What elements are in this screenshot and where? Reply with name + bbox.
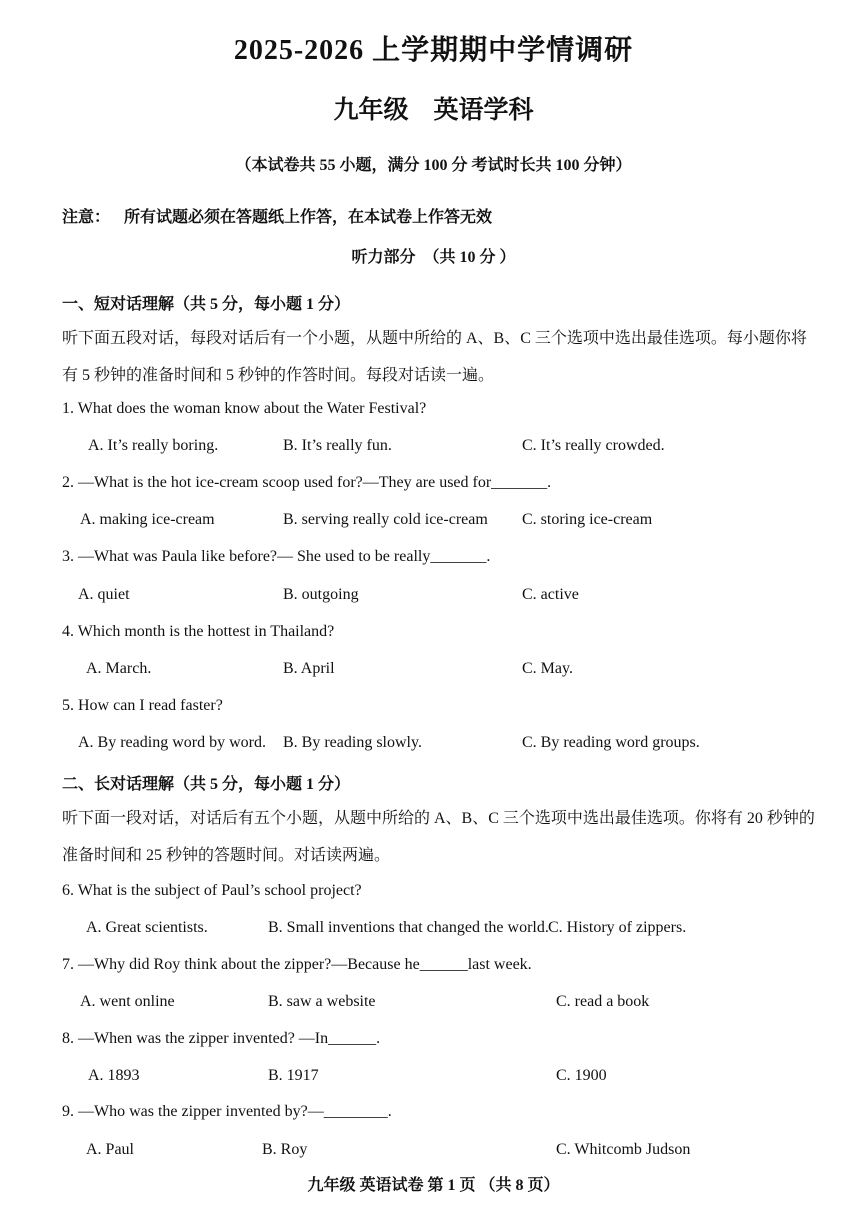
q8-option-b: B. 1917 (268, 1067, 319, 1084)
q5-option-c: C. By reading word groups. (522, 734, 700, 751)
q8-option-c: C. 1900 (556, 1067, 607, 1084)
q3-option-b: B. outgoing (283, 586, 359, 603)
q1-option-a: A. It’s really boring. (88, 437, 219, 454)
question-9: 9. —Who was the zipper invented by?—________. (62, 1103, 392, 1120)
question-4: 4. Which month is the hottest in Thailand? (62, 623, 335, 640)
notice-text: 所有试题必须在答题纸上作答，在本试卷上作答无效 (124, 209, 493, 226)
q3-option-a: A. quiet (78, 586, 130, 603)
q7-option-b: B. saw a website (268, 993, 376, 1010)
question-1: 1. What does the woman know about the Water Festival? (62, 400, 427, 417)
q9-option-b: B. Roy (262, 1141, 308, 1158)
section1-instructions: 听下面五段对话，每段对话后有一个小题，从题中所给的 A、B、C 三个选项中选出最佳选项。每小题你将有 5 秒钟的准备时间和 5 秒钟的作答时间。每段对话读一遍。 (62, 330, 807, 384)
section1-heading: 一、短对话理解（共 5 分，每小题 1 分） (62, 296, 351, 313)
part-title: 听力部分 （共 10 分 ） (351, 249, 516, 266)
section2-instructions: 听下面一段对话，对话后有五个小题，从题中所给的 A、B、C 三个选项中选出最佳选项。你将有 20 秒钟的准备时间和 25 秒钟的答题时间。对话读两遍。 (62, 810, 815, 864)
q4-option-c: C. May. (522, 660, 573, 677)
q5-option-a: A. By reading word by word. (78, 734, 266, 751)
section2-heading: 二、长对话理解（共 5 分，每小题 1 分） (62, 776, 351, 793)
question-8: 8. —When was the zipper invented? —In______. (62, 1030, 381, 1047)
question-5: 5. How can I read faster? (62, 697, 223, 714)
page-footer: 九年级 英语试卷 第 1 页 （共 8 页） (307, 1177, 560, 1194)
q2-option-b: B. serving really cold ice-cream (283, 511, 488, 528)
question-7: 7. —Why did Roy think about the zipper?—Because he______last week. (62, 956, 532, 973)
q6-option-c: C. History of zippers. (548, 919, 687, 936)
question-6: 6. What is the subject of Paul’s school project? (62, 882, 362, 899)
notice (62, 204, 506, 227)
question-2: 2. —What is the hot ice-cream scoop used for?—They are used for_______. (62, 474, 552, 491)
q4-option-b: B. April (283, 660, 335, 677)
q1-option-b: B. It’s really fun. (283, 437, 392, 454)
q9-option-c: C. Whitcomb Judson (556, 1141, 691, 1158)
q5-option-b: B. By reading slowly. (283, 734, 422, 751)
q7-option-a: A. went online (80, 993, 175, 1010)
q1-option-c: C. It’s really crowded. (522, 437, 665, 454)
q6-option-a: A. Great scientists. (86, 919, 208, 936)
q3-option-c: C. active (522, 586, 579, 603)
question-3: 3. —What was Paula like before?— She used to be really_______. (62, 548, 491, 565)
page-subtitle: 九年级 英语学科 (333, 97, 534, 124)
q6-option-b: B. Small inventions that changed the world. (268, 919, 549, 936)
q2-option-a: A. making ice-cream (80, 511, 215, 528)
q8-option-a: A. 1893 (88, 1067, 140, 1084)
exam-info: （本试卷共 55 小题，满分 100 分 考试时长共 100 分钟） (235, 157, 632, 174)
q4-option-a: A. March. (86, 660, 152, 677)
q7-option-c: C. read a book (556, 993, 650, 1010)
q9-option-a: A. Paul (86, 1141, 134, 1158)
q2-option-c: C. storing ice-cream (522, 511, 653, 528)
page-title: 2025-2026 上学期期中学情调研 (233, 35, 634, 66)
notice-label: 注意： (62, 209, 111, 226)
